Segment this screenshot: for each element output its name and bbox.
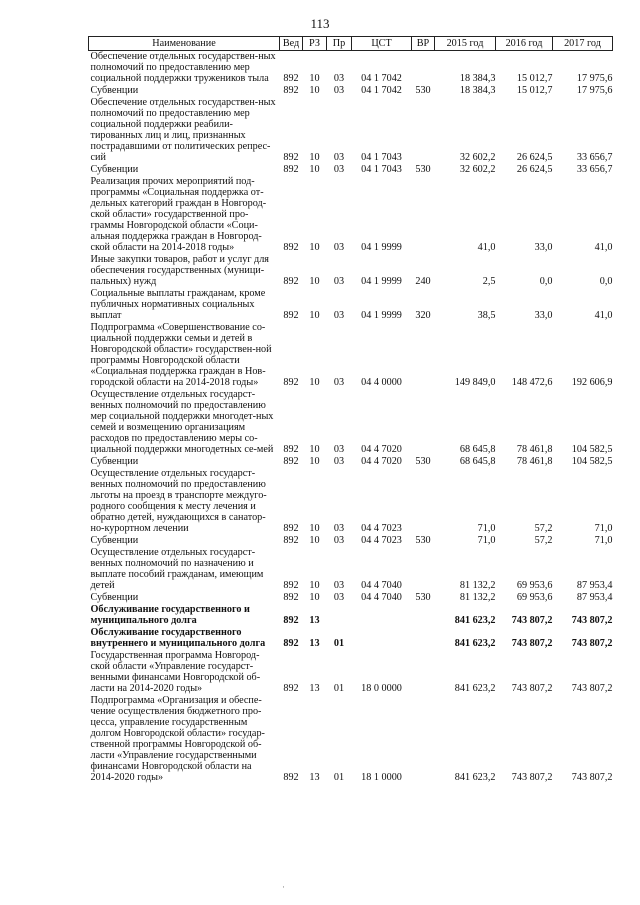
cell-ved: 892 xyxy=(283,592,299,603)
cell-2017: 0,0 xyxy=(599,276,613,287)
cell-cst: 04 1 7043 xyxy=(361,164,402,175)
cell-ved: 892 xyxy=(283,73,299,84)
table-row xyxy=(89,695,613,784)
cell-2016: 69 953,6 xyxy=(516,592,553,603)
cell-rz: 10 xyxy=(309,152,320,163)
page-edge-mark: · xyxy=(282,882,285,892)
cell-cst: 04 1 9999 xyxy=(361,276,402,287)
cell-vr: 530 xyxy=(415,164,431,175)
cell-name: Обеспечение отдельных государствен-ных полномочий по предоставлению мер социальной поддержки реабили-тированных лиц и лиц, признанных пострадавшими от политических репрес-сий xyxy=(90,97,276,163)
cell-rz: 10 xyxy=(309,164,320,175)
cell-ved: 892 xyxy=(283,772,299,783)
cell-2017: 743 807,2 xyxy=(571,772,613,783)
cell-pr: 03 xyxy=(333,152,345,163)
cell-2016: 57,2 xyxy=(534,523,553,534)
cell-2015: 18 384,3 xyxy=(459,73,496,84)
cell-cst xyxy=(352,627,412,650)
cell-pr: 03 xyxy=(333,377,345,388)
cell-ved: 892 xyxy=(283,164,299,175)
header-ved: Вед xyxy=(280,37,303,51)
header-cst: ЦСТ xyxy=(352,37,412,51)
cell-name: Подпрограмма «Совершенствование со-циальной поддержки семьи и детей в Новгородской области» государствен-ной программы Новгородской области «Социальная поддержка граждан в Нов-городской области на 2014-2018 годы» xyxy=(90,322,272,388)
header-vr: ВР xyxy=(412,37,435,51)
cell-cst: 18 0 0000 xyxy=(361,683,402,694)
cell-2017: 192 606,9 xyxy=(571,377,613,388)
cell-ved: 892 xyxy=(283,456,299,467)
cell-2015: 841 623,2 xyxy=(454,683,496,694)
header-name: Наименование xyxy=(89,37,280,51)
cell-2016: 743 807,2 xyxy=(511,638,553,649)
cell-2015: 841 623,2 xyxy=(454,615,496,626)
cell-2015: 32 602,2 xyxy=(459,164,496,175)
cell-rz: 10 xyxy=(309,535,320,546)
header-2015: 2015 год xyxy=(435,37,496,51)
cell-cst: 04 1 9999 xyxy=(361,242,402,253)
cell-cst: 04 1 7042 xyxy=(361,73,402,84)
cell-rz: 13 xyxy=(309,615,320,626)
cell-2016: 148 472,6 xyxy=(511,377,553,388)
cell-2016: 26 624,5 xyxy=(516,164,553,175)
cell-cst: 04 4 0000 xyxy=(361,377,402,388)
cell-name: Государственная программа Новгород-ской области «Управление государст-венными финансами Новгородской об-ласти на 2014-2020 годы» xyxy=(90,650,261,694)
table-row xyxy=(89,164,613,176)
cell-pr: 03 xyxy=(333,523,345,534)
cell-name: Осуществление отдельных государст-венных полномочий по предоставлению льготы на проезд в транспорте междуго-родного сообщения к месту лечения и обратно детей, нуждающихся в санатор-но-курортном лечении xyxy=(90,468,267,534)
cell-ved: 892 xyxy=(283,535,299,546)
table-row xyxy=(89,456,613,468)
cell-vr xyxy=(412,389,435,456)
cell-pr: 03 xyxy=(333,164,345,175)
cell-rz: 13 xyxy=(309,638,320,649)
cell-2016: 15 012,7 xyxy=(516,85,553,96)
cell-rz: 10 xyxy=(309,242,320,253)
cell-2015: 41,0 xyxy=(477,242,496,253)
cell-2015: 18 384,3 xyxy=(459,85,496,96)
table-header xyxy=(89,37,613,51)
cell-cst: 04 1 7043 xyxy=(361,152,402,163)
cell-2016: 69 953,6 xyxy=(516,580,553,591)
cell-name: Обеспечение отдельных государствен-ных полномочий по предоставлению мер социальной поддержки тружеников тыла xyxy=(90,51,276,84)
cell-vr xyxy=(412,97,435,164)
cell-rz: 10 xyxy=(309,592,320,603)
cell-vr xyxy=(412,547,435,592)
cell-name: Субвенции xyxy=(90,85,139,96)
cell-cst: 04 4 7020 xyxy=(361,444,402,455)
cell-rz: 10 xyxy=(309,444,320,455)
table-row xyxy=(89,322,613,389)
cell-2017: 33 656,7 xyxy=(576,164,613,175)
cell-2016: 15 012,7 xyxy=(516,73,553,84)
cell-cst: 04 4 7023 xyxy=(361,523,402,534)
cell-rz: 13 xyxy=(309,772,320,783)
cell-2016: 33,0 xyxy=(534,242,553,253)
cell-cst: 04 4 7023 xyxy=(361,535,402,546)
cell-ved: 892 xyxy=(283,683,299,694)
cell-vr: 530 xyxy=(415,85,431,96)
cell-rz: 10 xyxy=(309,580,320,591)
cell-2015: 71,0 xyxy=(477,523,496,534)
cell-pr xyxy=(327,604,352,627)
cell-ved: 892 xyxy=(283,580,299,591)
cell-2015: 149 849,0 xyxy=(454,377,496,388)
header-pr: Пр xyxy=(327,37,352,51)
cell-rz: 10 xyxy=(309,276,320,287)
cell-2015: 2,5 xyxy=(482,276,496,287)
table-row xyxy=(89,176,613,254)
cell-2017: 87 953,4 xyxy=(576,592,613,603)
cell-pr: 01 xyxy=(333,683,345,694)
table-body xyxy=(89,51,613,785)
table-row xyxy=(89,535,613,547)
cell-name: Иные закупки товаров, работ и услуг для обеспечения государственных (муници-пальных) нужд xyxy=(90,254,269,287)
cell-vr: 530 xyxy=(415,592,431,603)
cell-name: Реализация прочих мероприятий под-программы «Социальная поддержка от-дельных категорий граждан в Новгород-ской области» государственной про-граммы Новгородской области «Соци-альная поддержка граждан в Новгород-ской области на 2014-2018 годы» xyxy=(90,176,267,253)
cell-name: Субвенции xyxy=(90,164,139,175)
cell-2017: 743 807,2 xyxy=(571,683,613,694)
cell-rz: 13 xyxy=(309,683,320,694)
cell-cst: 04 1 7042 xyxy=(361,85,402,96)
table-row xyxy=(89,468,613,535)
cell-2015: 71,0 xyxy=(477,535,496,546)
cell-2015: 68 645,8 xyxy=(459,456,496,467)
table-row xyxy=(89,254,613,288)
cell-vr: 320 xyxy=(415,310,431,321)
cell-ved: 892 xyxy=(283,276,299,287)
cell-pr: 03 xyxy=(333,580,345,591)
cell-ved: 892 xyxy=(283,377,299,388)
table-row xyxy=(89,592,613,604)
table-row xyxy=(89,389,613,456)
cell-vr xyxy=(412,650,435,695)
cell-ved: 892 xyxy=(283,523,299,534)
cell-2016: 78 461,8 xyxy=(516,444,553,455)
cell-cst: 04 4 7040 xyxy=(361,592,402,603)
table-row xyxy=(89,97,613,164)
cell-vr xyxy=(412,627,435,650)
cell-cst: 04 1 9999 xyxy=(361,310,402,321)
cell-2017: 104 582,5 xyxy=(571,444,613,455)
budget-table xyxy=(88,36,613,784)
cell-cst: 18 1 0000 xyxy=(361,772,402,783)
cell-2017: 743 807,2 xyxy=(571,615,613,626)
cell-2017: 104 582,5 xyxy=(571,456,613,467)
cell-cst xyxy=(352,604,412,627)
cell-name: Субвенции xyxy=(90,456,139,467)
cell-ved: 892 xyxy=(283,638,299,649)
cell-2017: 743 807,2 xyxy=(571,638,613,649)
cell-vr: 240 xyxy=(415,276,431,287)
header-rz: РЗ xyxy=(303,37,327,51)
table-row xyxy=(89,85,613,97)
cell-name: Социальные выплаты гражданам, кроме публичных нормативных социальных выплат xyxy=(90,288,266,321)
cell-2016: 33,0 xyxy=(534,310,553,321)
cell-rz: 10 xyxy=(309,377,320,388)
cell-rz: 10 xyxy=(309,456,320,467)
cell-name: Подпрограмма «Организация и обеспе-чение осуществления бюджетного про-цесса, управление государственным долгом Новгородской области» государ-ственной программы Новгородской об-ласти «Управление государственными финансами Новгородской области на 2014-2020 годы» xyxy=(90,695,265,783)
cell-2015: 841 623,2 xyxy=(454,638,496,649)
cell-pr: 03 xyxy=(333,456,345,467)
cell-rz: 10 xyxy=(309,73,320,84)
cell-ved: 892 xyxy=(283,152,299,163)
cell-pr: 03 xyxy=(333,85,345,96)
table-row xyxy=(89,288,613,322)
cell-vr xyxy=(412,695,435,784)
header-2016: 2016 год xyxy=(496,37,553,51)
cell-2015: 68 645,8 xyxy=(459,444,496,455)
cell-2016: 743 807,2 xyxy=(511,615,553,626)
cell-2016: 78 461,8 xyxy=(516,456,553,467)
cell-vr xyxy=(412,604,435,627)
cell-vr xyxy=(412,468,435,535)
cell-pr: 03 xyxy=(333,592,345,603)
cell-name: Субвенции xyxy=(90,535,139,546)
cell-pr: 03 xyxy=(333,535,345,546)
cell-vr xyxy=(412,176,435,254)
cell-rz: 10 xyxy=(309,85,320,96)
cell-name: Обслуживание государственного внутреннего и муниципального долга xyxy=(90,627,266,649)
cell-2015: 841 623,2 xyxy=(454,772,496,783)
cell-pr: 03 xyxy=(333,242,345,253)
cell-2017: 71,0 xyxy=(594,523,613,534)
cell-2015: 32 602,2 xyxy=(459,152,496,163)
cell-pr: 03 xyxy=(333,444,345,455)
cell-2015: 38,5 xyxy=(477,310,496,321)
cell-name: Субвенции xyxy=(90,592,139,603)
table-row xyxy=(89,604,613,627)
cell-2017: 87 953,4 xyxy=(576,580,613,591)
cell-2017: 17 975,6 xyxy=(576,73,613,84)
cell-2016: 57,2 xyxy=(534,535,553,546)
cell-ved: 892 xyxy=(283,444,299,455)
cell-name: Осуществление отдельных государст-венных полномочий по предоставлению мер социальной поддержки многодет-ных семей и возмещению организациям расходов по предоставлению меры со-циальной поддержки многодетных се-мей xyxy=(90,389,274,455)
cell-pr: 01 xyxy=(333,772,345,783)
cell-pr: 03 xyxy=(333,310,345,321)
cell-pr: 03 xyxy=(333,73,345,84)
cell-pr: 01 xyxy=(333,638,345,649)
cell-name: Обслуживание государственного и муниципального долга xyxy=(90,604,250,626)
cell-ved: 892 xyxy=(283,242,299,253)
cell-vr: 530 xyxy=(415,535,431,546)
table-row xyxy=(89,547,613,592)
cell-vr: 530 xyxy=(415,456,431,467)
cell-rz: 10 xyxy=(309,523,320,534)
cell-2017: 41,0 xyxy=(594,242,613,253)
cell-2015: 81 132,2 xyxy=(459,580,496,591)
page-number: 113 xyxy=(310,16,330,31)
cell-ved: 892 xyxy=(283,85,299,96)
cell-2017: 71,0 xyxy=(594,535,613,546)
cell-pr: 03 xyxy=(333,276,345,287)
cell-2016: 743 807,2 xyxy=(511,772,553,783)
cell-vr xyxy=(412,51,435,86)
table-row xyxy=(89,650,613,695)
table-row xyxy=(89,627,613,650)
table-row xyxy=(89,51,613,86)
cell-2017: 33 656,7 xyxy=(576,152,613,163)
cell-2015: 81 132,2 xyxy=(459,592,496,603)
cell-ved: 892 xyxy=(283,310,299,321)
cell-ved: 892 xyxy=(283,615,299,626)
cell-2016: 26 624,5 xyxy=(516,152,553,163)
cell-rz: 10 xyxy=(309,310,320,321)
cell-cst: 04 4 7020 xyxy=(361,456,402,467)
cell-vr xyxy=(412,322,435,389)
cell-2016: 743 807,2 xyxy=(511,683,553,694)
cell-2017: 41,0 xyxy=(594,310,613,321)
header-2017: 2017 год xyxy=(553,37,613,51)
cell-2017: 17 975,6 xyxy=(576,85,613,96)
cell-2016: 0,0 xyxy=(539,276,553,287)
cell-cst: 04 4 7040 xyxy=(361,580,402,591)
cell-name: Осуществление отдельных государст-венных полномочий по назначению и выплате пособий гражданам, имеющим детей xyxy=(90,547,264,591)
